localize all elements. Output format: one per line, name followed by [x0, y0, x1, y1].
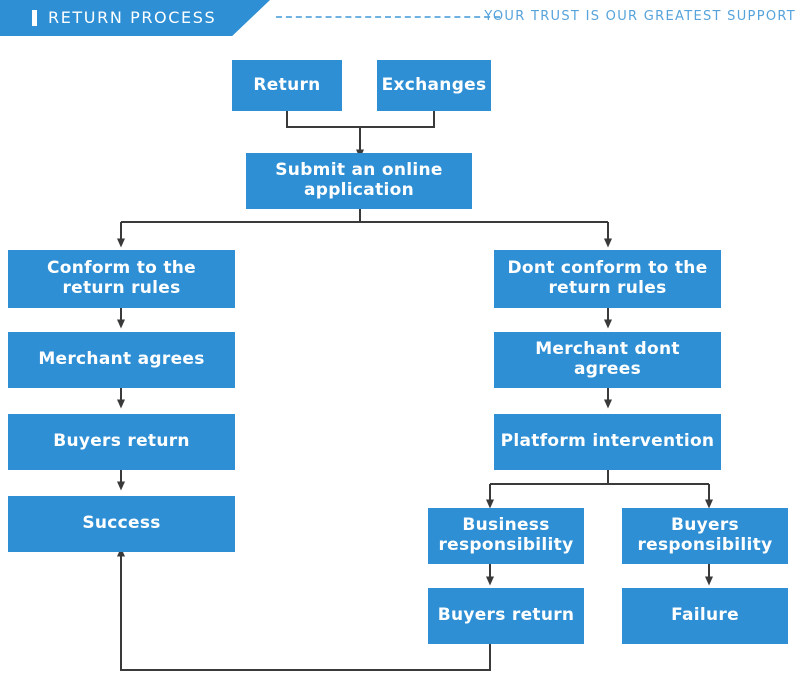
node-label: Buyers responsibility [637, 515, 773, 555]
node-return[interactable] [232, 60, 342, 111]
node-success[interactable] [8, 496, 235, 552]
node-merchant-dont-agrees[interactable] [494, 332, 721, 388]
node-label: Failure [671, 605, 739, 626]
node-label: Merchant dont agrees [535, 339, 680, 379]
node-label: Business responsibility [438, 515, 574, 555]
node-buyers-responsibility[interactable] [622, 508, 788, 564]
node-label: Platform intervention [500, 431, 715, 452]
node-platform-intervention[interactable] [494, 414, 721, 470]
page-title: RETURN PROCESS [48, 8, 217, 27]
node-exchanges[interactable] [377, 60, 491, 111]
node-submit-online-application[interactable] [246, 153, 472, 209]
node-label: Dont conform to the return rules [507, 258, 708, 298]
node-conform-to-return-rules[interactable] [8, 250, 235, 308]
node-label: Exchanges [381, 74, 487, 95]
node-label: Buyers return [53, 431, 190, 452]
page-header [0, 0, 800, 36]
node-label: Buyers return [437, 605, 575, 626]
node-buyers-return-left[interactable] [8, 414, 235, 470]
header-slogan: YOUR TRUST IS OUR GREATEST SUPPORT [484, 9, 796, 24]
node-label: Submit an online application [275, 160, 443, 200]
node-business-responsibility[interactable] [428, 508, 584, 564]
node-label: Return [253, 74, 321, 95]
node-buyers-return-right[interactable] [428, 588, 584, 644]
node-label: Conform to the return rules [46, 258, 197, 298]
node-failure[interactable] [622, 588, 788, 644]
node-label: Success [82, 513, 161, 534]
node-merchant-agrees[interactable] [8, 332, 235, 388]
flowchart-canvas [0, 36, 800, 680]
node-dont-conform-to-return-rules[interactable] [494, 250, 721, 308]
node-label: Merchant agrees [38, 349, 205, 370]
vertical-bar-icon [32, 10, 37, 26]
header-dashed-divider [276, 16, 500, 18]
